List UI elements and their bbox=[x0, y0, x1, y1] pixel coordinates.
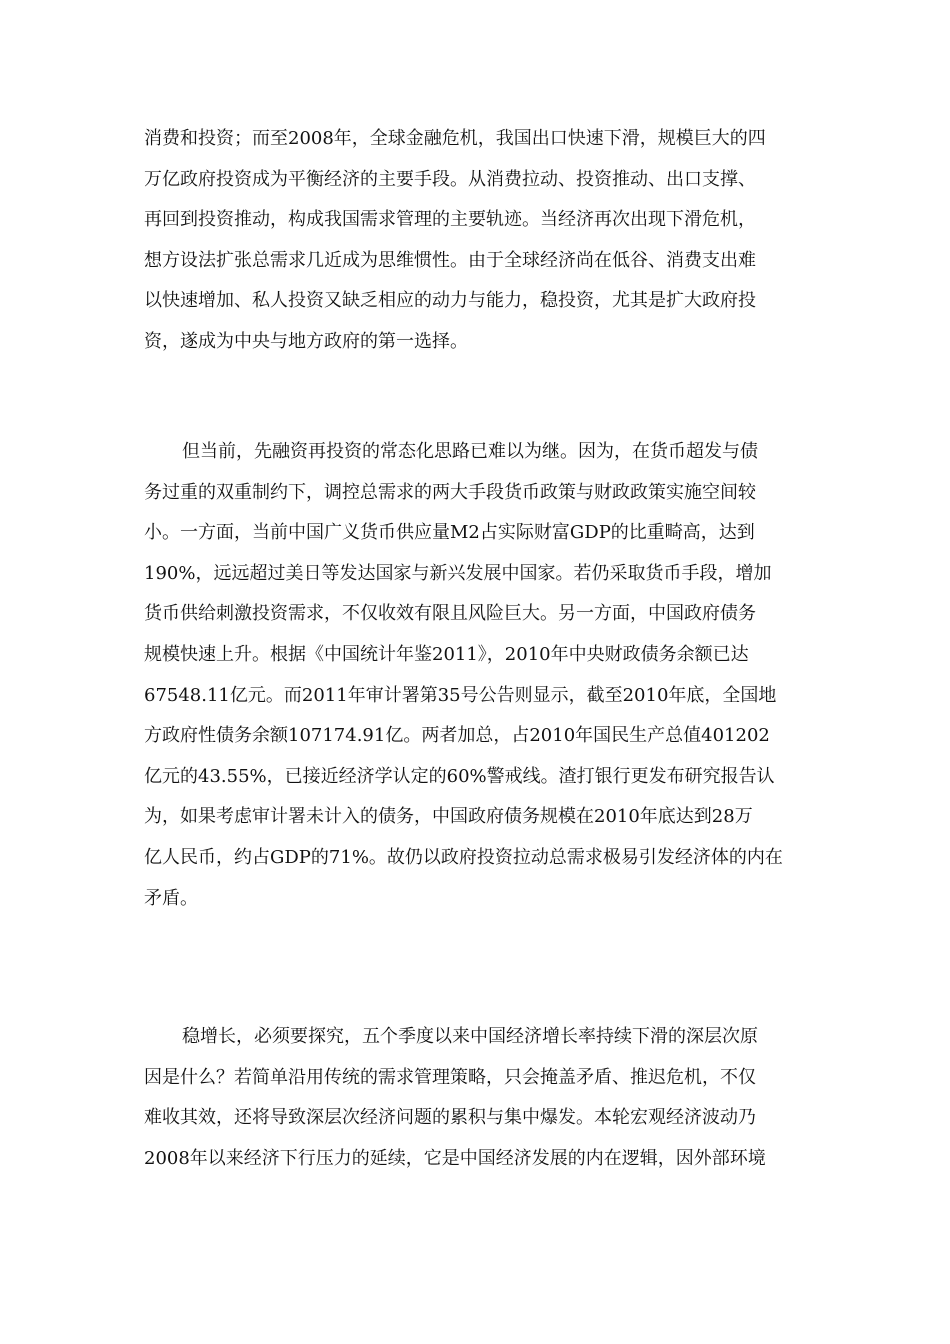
text-line: 消费和投资；而至2008年，全球金融危机，我国出口快速下滑，规模巨大的四 bbox=[144, 128, 766, 149]
text-line: 2008年以来经济下行压力的延续，它是中国经济发展的内在逻辑，因外部环境 bbox=[144, 1147, 766, 1169]
text-line: 稳增长，必须要探究，五个季度以来中国经济增长率持续下滑的深层次原 bbox=[182, 1026, 758, 1047]
text-line: 为，如果考虑审计署未计入的债务，中国政府债务规模在2010年底达到28万 bbox=[144, 806, 753, 828]
text-line: 67548.11亿元。而2011年审计署第35号公告则显示，截至2010年底，全国地 bbox=[144, 684, 777, 706]
text-line: 方政府性债务余额107174.91亿。两者加总，占2010年国民生产总值401202 bbox=[144, 725, 770, 747]
text-line: 务过重的双重制约下，调控总需求的两大手段货币政策与财政政策实施空间较 bbox=[144, 481, 756, 503]
text-line: 想方设法扩张总需求几近成为思维惯性。由于全球经济尚在低谷、消费支出难 bbox=[144, 249, 756, 271]
text-line: 规模快速上升。根据《中国统计年鉴2011》，2010年中央财政债务余额已达 bbox=[144, 643, 749, 665]
text-line: 货币供给刺激投资需求，不仅收效有限且风险巨大。另一方面，中国政府债务 bbox=[144, 603, 756, 625]
text-line: 矛盾。 bbox=[144, 887, 198, 909]
paragraph-stable-growth bbox=[144, 1017, 812, 1179]
text-line: 190%，远远超过美日等发达国家与新兴发展中国家。若仍采取货币手段，增加 bbox=[144, 562, 772, 584]
text-line: 因是什么？若简单沿用传统的需求管理策略，只会掩盖矛盾、推迟危机，不仅 bbox=[144, 1066, 756, 1088]
text-line: 亿人民币，约占GDP的71%。故仍以政府投资拉动总需求极易引发经济体的内在 bbox=[144, 846, 783, 868]
paragraph-consumption-investment bbox=[144, 119, 812, 363]
text-line: 万亿政府投资成为平衡经济的主要手段。从消费拉动、投资推动、出口支撑、 bbox=[144, 168, 756, 190]
text-line: 以快速增加、私人投资又缺乏相应的动力与能力，稳投资，尤其是扩大政府投 bbox=[144, 290, 756, 312]
text-line: 资，遂成为中央与地方政府的第一选择。 bbox=[144, 330, 468, 352]
text-line: 亿元的43.55%，已接近经济学认定的60%警戒线。渣打银行更发布研究报告认 bbox=[144, 765, 775, 787]
paragraph-debt-constraints bbox=[144, 432, 812, 919]
text-line: 难收其效，还将导致深层次经济问题的累积与集中爆发。本轮宏观经济波动乃 bbox=[144, 1107, 756, 1129]
text-line: 但当前，先融资再投资的常态化思路已难以为继。因为，在货币超发与债 bbox=[182, 441, 758, 462]
text-line: 小。一方面，当前中国广义货币供应量M2占实际财富GDP的比重畸高，达到 bbox=[144, 522, 755, 544]
text-line: 再回到投资推动，构成我国需求管理的主要轨迹。当经济再次出现下滑危机， bbox=[144, 209, 756, 231]
